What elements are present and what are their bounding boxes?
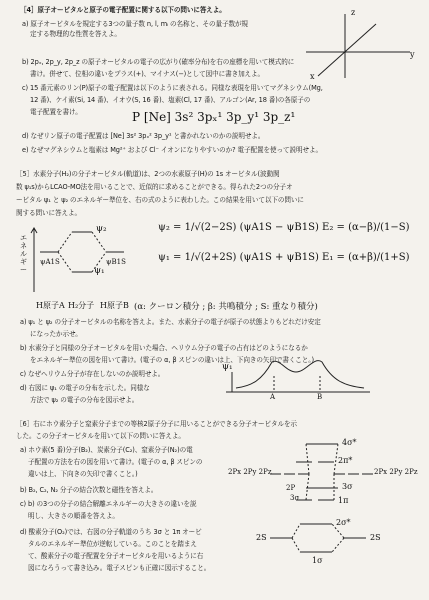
q4c-line2: 12 番)、ケイ素(Si, 14 番)、イオウ(S, 16 番)、塩素(Cl, 17 番)、アルゴン(Ar, 18 番)の各原子の (30, 96, 311, 104)
axis-x-label: x (310, 72, 315, 81)
q5d-line2: 方法で ψ₂ の電子の分布を図示せよ。 (30, 396, 139, 404)
atomic-2p-right-label: 2Px 2Py 2Pz (374, 468, 418, 476)
s5-intro-1: ［5］水素分子(H₂)の分子オービタル(軌道)は、2つの水素原子(H)の 1s オービタル(波動関 (16, 170, 280, 178)
axis-z-label: z (351, 8, 356, 17)
psi1-label: ψ₁ (94, 266, 105, 276)
mo-1pi-label: 1π (338, 496, 349, 505)
q6d-line3: て、酸素分子の電子配置を分子オービタルを用いるように右 (28, 552, 204, 560)
plot-atomB-label: B (317, 393, 323, 401)
atomB-label: H原子B (100, 301, 129, 310)
atomic-2s-left-label: 2S (256, 533, 267, 542)
plot-atomA-label: A (270, 393, 276, 401)
q5a-line2: になったか示せ。 (30, 330, 82, 338)
mo-2sigma-star-label: 2σ* (336, 518, 351, 527)
s6-intro-2: した。この分子オービタルを用いて以下の問いに答えよ。 (16, 432, 185, 440)
q6a-line2: 子配置の方法を右の図を用いて書け。(電子の α, β スピンの (28, 458, 203, 466)
q4e-line1: e) なぜマグネシウムと塩素は Mg²⁺ および Cl⁻ イオンになりやすいのか? 電子配置を使って説明せよ。 (22, 146, 322, 154)
q5c-line1: c) なぜヘリウム分子が存在しないのか説明せよ。 (20, 370, 165, 378)
q6d-line4: 図になろうって書き込み。電子スピンも正確に図示すること。 (28, 564, 211, 572)
psiA-label: ψA1S (40, 258, 60, 266)
s5-intro-4: 関する問いに答えよ。 (16, 209, 81, 217)
section-4-title: ［4］原子オービタルと原子の電子配置に関する以下の問いに答えよ。 (20, 6, 226, 14)
axis-y-label: y (410, 50, 415, 59)
q4a-line2: 定する物理的な性質を答えよ。 (30, 30, 121, 38)
energy-axis-label: エネルギー (20, 234, 27, 274)
plot-y-label: ψ₁ (222, 362, 233, 372)
q4c-line1: c) 15 番元素のリン(P)原子の電子配置は以下のように表される。同様な表現を用いてマグネシウム(Mg, (22, 84, 323, 92)
mo-3sigma-right-label: 3σ (290, 494, 300, 502)
mo-4sigma-star-label: 4σ* (342, 438, 357, 447)
q5a-line1: a) ψ₁ と ψ₂ の分子オービタルの名称を答えよ。また、水素分子の電子が原子の状態よりもどれだけ安定 (20, 318, 321, 326)
q6d-line2: タルのエネルギー準位が逆転している。このことを踏まえ (28, 540, 197, 548)
q4c-line3: 電子配置を書け。 (30, 108, 82, 116)
equation-psi1: ψ₁ = 1/√(2+2S) (ψA1S + ψB1S) E₁ = (α+β)/(1+S) (158, 252, 410, 263)
q5d-line1: d) 右図に ψ₁ の電子の分布を示した。同様な (20, 384, 150, 392)
q6c-line2: 明し、大きさの順番を答えよ。 (28, 512, 119, 520)
q6a-line1: a) ホウ素(5 番)分子(B₂)、炭素分子(C₂)、窒素分子(N₂)の電 (20, 446, 193, 454)
s5-intro-2: 数 ψ₁s)からLCAO-MO法を用いることで、近似的に求めることができる。得られた2つの分子オ (16, 183, 293, 191)
h2-molecule-label: H₂分子 (68, 301, 95, 310)
psi2-label: ψ₂ (96, 224, 107, 234)
atomic-2p-label: 2P (286, 484, 296, 492)
q5b-line2: をエネルギー準位の図を用いて書け。(電子の α, β スピンの違いは上、下向きの矢印で書くこと。) (30, 356, 314, 364)
q6d-line1: d) 酸素分子(O₂)では、右図の分子軌道のうち 3σ と 1π オービ (20, 528, 202, 536)
psiB-label: ψB1S (106, 258, 126, 266)
q4b-line1: b) 2pₓ, 2p_y, 2p_z の原子オービタルの電子の広がり(確率分布)を右の座標を用いて模式的に (22, 58, 295, 66)
phosphorus-configuration: P [Ne] 3s² 3pₓ¹ 3p_y¹ 3p_z¹ (132, 110, 296, 124)
atomic-2s-right-label: 2S (370, 533, 381, 542)
mo-2pi-star-label: 2π* (338, 456, 353, 465)
q6b-line1: b) B₂, C₂, N₂ 分子の結合次数と磁性を答えよ。 (20, 486, 158, 494)
q5b-line1: b) 水素分子と同様の分子オービタルを用いた場合、ヘリウム分子の電子の占有はどのようになるか (20, 344, 308, 352)
atomA-label: H原子A (36, 301, 65, 310)
mo-1sigma-label: 1σ (312, 556, 323, 565)
q4d-line1: d) なぜリン原子の電子配置は [Ne] 3s² 3pₓ² 3p_y¹ と書かれないのかの説明せよ。 (22, 132, 265, 140)
equation-psi2: ψ₂ = 1/√(2−2S) (ψA1S − ψB1S) E₂ = (α−β)/(1−S) (158, 222, 410, 233)
q6a-line3: 違いは上、下向きの矢印で書くこと。) (28, 470, 138, 478)
s5-intro-3: ービタル ψ₁ と ψ₂ のエネルギー準位を、右の式のように表わした。この結果を用いて以下の問いに (16, 196, 304, 204)
atomic-2p-left-label: 2Px 2Py 2Pz (228, 468, 272, 476)
mo-3sigma-label: 3σ (342, 482, 353, 491)
s6-intro-1: ［6］右にホウ素分子と窒素分子までの等核2原子分子に用いることができる分子オービタルを示 (16, 420, 297, 428)
q4a-line1: a) 原子オービタルを規定する3つの量子数 n, l, mₗ の名称と、その量子数が規 (22, 20, 248, 28)
q4b-line2: 書け。併せて、位相の違いをプラス(+)、マイナス(−)として図中に書き加えよ。 (30, 70, 265, 78)
integral-legend: (α: クーロン積分 ; β: 共鳴積分 ; S: 重なり積分) (134, 302, 318, 312)
q6c-line1: c) b) の3つの分子の結合解離エネルギーの大きさの違いを説 (20, 500, 197, 508)
